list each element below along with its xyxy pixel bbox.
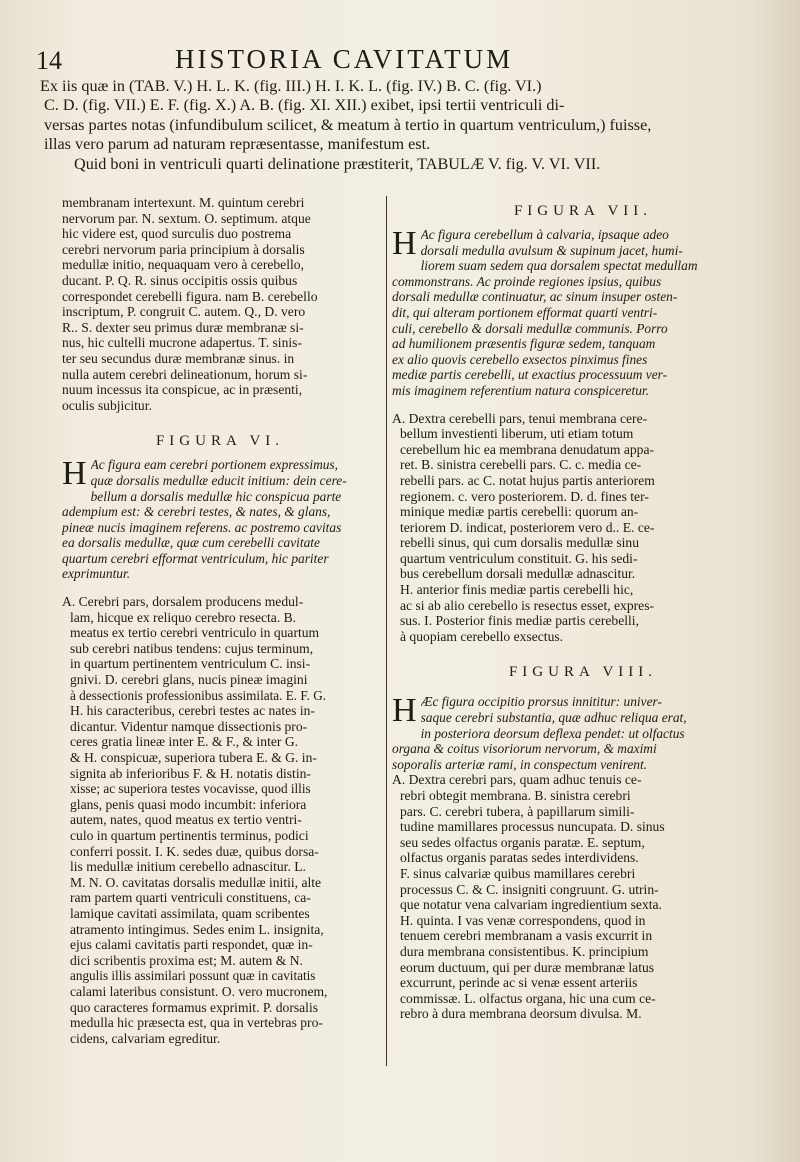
text-line: H. his caracteribus, cerebri testes ac nates in- — [70, 703, 315, 719]
text-line: tudine mamillares processus nuncupata. D. sinus — [400, 819, 665, 835]
column-divider — [386, 196, 387, 1066]
text-line: xisse; ac superiora testes vocavisse, quod illis — [70, 781, 311, 797]
text-line: meatus ex tertio cerebri ventriculo in quartum — [70, 625, 320, 641]
figure-6-caption — [62, 457, 378, 582]
caption-line: dorsali medullæ continuatur, ac sinum insuper osten- — [392, 289, 678, 305]
text-line: nuum incessus ita conspicue, ac in præsenti, — [62, 382, 303, 398]
text-line: inscriptum, P. congruit C. autem. Q., D. vero — [62, 304, 306, 320]
text-line: A. Cerebri pars, dorsalem producens medul- — [62, 594, 304, 610]
text-line: membranam intertexunt. M. quintum cerebri — [62, 195, 305, 210]
caption-line: Ac figura eam cerebri portionem expressimus, — [90, 457, 338, 473]
intro-line: versas partes notas (infundibulum scilicet, & meatum à tertio in quartum ventriculum,) fuisse, — [44, 115, 652, 134]
text-line: commissæ. L. olfactus organa, hic una cum ce- — [400, 990, 656, 1006]
text-line: rebri obtegit membrana. B. sinistra cerebri — [400, 788, 631, 803]
figure-7-heading: FIGURA VII. — [513, 203, 653, 219]
text-line: que notatur vena calvariam ingredientium sexta. — [400, 897, 662, 913]
text-line: signita ab inferioribus F. & H. notatis distin- — [70, 765, 311, 781]
caption-line: dit, qui alteram portionem efformat quarti ventri- — [392, 304, 658, 320]
text-line: medulla hic præsecta est, qua in vertebras pro- — [70, 1015, 323, 1031]
text-line: rebro à dura membrana deorsum divulsa. M. — [400, 1006, 642, 1022]
caption-line: ea dorsalis medullæ, quæ cum cerebelli cavitate — [62, 535, 320, 551]
figure-8-heading: FIGURA VIII. — [508, 664, 658, 681]
continuation-text — [62, 195, 378, 413]
text-line: ram partem quarti ventriculi constituens, ca- — [70, 890, 311, 906]
figure-7-caption — [392, 227, 774, 399]
text-line: oculis subjicitur. — [62, 397, 152, 413]
text-line: culo in quartum pertinentis terminus, podici — [70, 827, 309, 843]
text-line: dici scribentis proxima est; M. autem & N. — [70, 952, 303, 968]
caption-line: Ac figura cerebellum à calvaria, ipsaque adeo — [420, 227, 669, 242]
text-line: H. anterior finis mediæ partis cerebelli hic, — [400, 582, 634, 598]
drop-cap: H — [392, 692, 417, 730]
caption-line: mediæ partis cerebelli, ut exactius processuum ver- — [392, 367, 668, 383]
caption-line: mis imaginem referentium natura conspiceretur. — [392, 382, 649, 398]
caption-line: quæ dorsalis medullæ educit initium: dein cere- — [90, 472, 347, 488]
text-line: & H. conspicuæ, superiora tubera E. & G. in- — [70, 750, 317, 765]
text-line: sub cerebri natibus tendens: cujus terminum, — [70, 640, 314, 656]
text-line: ducant. P. Q. R. sinus occipitis ossis quibus — [62, 272, 298, 288]
text-line: lis medullæ initium cerebello adnascitur. L. — [70, 859, 306, 875]
text-line: A. Dextra cerebri pars, quam adhuc tenuis ce- — [392, 772, 642, 788]
caption-line: quartum cerebri efformat ventriculum, hic pariter — [62, 550, 329, 566]
text-line: excurrunt, perinde ac si venæ essent arteriis — [400, 975, 638, 991]
text-line: H. quinta. I vas venæ correspondens, quod in — [400, 912, 646, 928]
text-line: cerebellum hic ea membrana denudatum appa- — [400, 441, 655, 457]
text-line: tenuem cerebri membranam a vasis excurrit in — [400, 928, 653, 944]
text-line: correspondet cerebelli figura. nam B. cerebello — [62, 288, 318, 304]
text-line: eorum ductuum, qui per duræ membranæ latus — [400, 959, 655, 975]
text-line: medullæ initio, nequaquam vero à cerebello, — [62, 257, 304, 273]
figure-7-description — [392, 411, 774, 645]
figure-6-description — [62, 594, 378, 1046]
caption-line: commonstrans. Ac proinde regiones ipsius, quibus — [392, 273, 662, 289]
text-line: quo caracteres formamus exprimit. P. dorsalis — [70, 999, 319, 1015]
text-line: in quartum pertinentem ventriculum C. insi- — [70, 656, 311, 672]
caption-line: Æc figura occipitio prorsus innititur: univer- — [420, 694, 662, 710]
text-line: calami lateribus consistunt. O. vero mucronem, — [70, 983, 328, 999]
figure-8-caption — [392, 694, 774, 772]
text-line: cerebri nervorum paria principium à dorsalis — [62, 241, 305, 257]
intro-line: illas vero parum ad naturam repræsentasse, manifestum est. — [44, 135, 431, 154]
text-line: regionem. c. vero posteriorem. D. d. fines ter- — [400, 488, 649, 504]
text-line: processus C. & C. insigniti congruunt. G. utrin- — [400, 881, 659, 897]
figure-8-description — [392, 772, 774, 1022]
text-line: atramento intingimus. Sedes enim L. insignita, — [70, 921, 324, 937]
text-line: minique mediæ partis cerebelli: quorum an- — [400, 504, 639, 520]
text-line: R.. S. dexter seu primus duræ membranæ si- — [62, 319, 304, 335]
caption-line: organa & coitus visoriorum nervorum, & maximi — [392, 741, 657, 757]
text-line: lamique cavitati assimilata, quam scribentes — [70, 905, 310, 921]
caption-line: ex alio quovis cerebello exsectos pinximus fines — [392, 351, 648, 367]
caption-line: culi, cerebello & dorsali medullæ communis. Porro — [392, 320, 668, 336]
text-line: gnivi. D. cerebri glans, nucis pineæ imagini — [70, 672, 308, 688]
intro-line: Quid boni in ventriculi quarti delinatione præstiterit, TABULÆ V. fig. V. VI. VII. — [74, 154, 601, 173]
text-line: hic videre est, quod surculis duo postrema — [62, 226, 292, 242]
text-line: à quopiam cerebello exsectus. — [400, 628, 564, 644]
text-line: lam, hicque ex reliquo cerebro resecta. B. — [70, 609, 297, 625]
text-line: ejus calami cavitatis parti respondet, quæ in- — [70, 937, 313, 953]
text-line: nulla autem cerebri delineationum, horum si- — [62, 366, 308, 382]
caption-line: dorsali medulla avulsum & supinum jacet, humi- — [420, 242, 683, 258]
drop-cap: H — [392, 225, 417, 262]
text-line: ret. B. sinistra cerebelli pars. C. c. media ce- — [400, 457, 642, 473]
running-head: HISTORIA CAVITATUM — [175, 44, 514, 74]
text-line: bellum investienti liberum, uti etiam totum — [400, 426, 634, 442]
caption-line: in posteriora deorsum deflexa pendet: ut olfactus — [420, 725, 685, 741]
text-line: bus cerebellum dorsali medullæ adnascitur. — [400, 566, 636, 582]
text-line: nus, hic cultelli mucrone adapertus. T. sinis- — [62, 335, 302, 351]
text-line: pars. C. cerebri tubera, à papillarum simili- — [400, 803, 635, 819]
text-line: A. Dextra cerebelli pars, tenui membrana cere- — [392, 410, 648, 426]
text-line: angulis illis assimilari possunt quæ in cavitatis — [70, 968, 316, 984]
caption-line: liorem suam sedem qua dorsalem spectat medullam — [420, 258, 698, 274]
text-line: dura membrana consistentibus. K. principium — [400, 943, 649, 959]
intro-line: C. D. (fig. VII.) E. F. (fig. X.) A. B. (fig. XI. XII.) exibet, ipsi tertii ventriculi di- — [44, 96, 565, 115]
text-line: rebelli pars. ac C. notat hujus partis anteriorem — [400, 472, 655, 488]
caption-line: adempium est: & cerebri testes, & nates, & glans, — [62, 504, 331, 520]
intro-paragraph — [40, 77, 780, 174]
caption-line: soporalis arteriæ rami, in conspectum venirent. — [392, 756, 648, 772]
text-line: cidens, calvariam egreditur. — [70, 1030, 221, 1046]
left-column — [62, 195, 378, 1046]
intro-line: Ex iis quæ in (TAB. V.) H. L. K. (fig. III.) H. I. K. L. (fig. IV.) B. C. (fig. VI.) — [40, 77, 542, 95]
text-line: ter seu secundus duræ membranæ sinus. in — [62, 350, 295, 366]
text-line: seu sedes olfactus organis paratæ. E. septum, — [400, 834, 645, 850]
text-line: à dessectionis professionibus assimilata. E. F. G. — [70, 687, 327, 703]
text-line: F. sinus calvariæ quibus mamillares cerebri — [400, 865, 636, 881]
caption-line: pineæ nucis imaginem referens. ac postremo cavitas — [62, 519, 342, 535]
text-line: olfactus organis paratas sedes interdividens. — [400, 850, 639, 866]
caption-line: exprimuntur. — [62, 566, 131, 582]
text-line: sus. I. Posterior finis mediæ partis cerebelli, — [400, 613, 639, 629]
caption-line: bellum a dorsalis medullæ hic conspicua parte — [90, 488, 342, 504]
text-line: M. N. O. cavitatas dorsalis medullæ initii, alte — [70, 874, 322, 890]
caption-line: ad humilionem præsentis figuræ sedem, tanquam — [392, 336, 656, 352]
drop-cap: H — [62, 455, 87, 493]
text-line: ac si ab alio cerebello is resectus esset, expres- — [400, 597, 655, 613]
text-line: quartum ventriculum constituit. G. his sedi- — [400, 550, 638, 566]
figure-6-heading: FIGURA VI. — [155, 433, 285, 450]
text-line: nervorum par. N. sextum. O. septimum. atque — [62, 210, 311, 226]
text-line: teriorem D. indicat, posteriorem vero d.. E. ce- — [400, 519, 655, 535]
caption-line: saque cerebri substantia, quæ adhuc reliqua erat, — [420, 710, 687, 726]
right-column — [392, 195, 774, 1022]
text-line: glans, penis quasi modo incumbit: inferiora — [70, 796, 307, 812]
page-number: 14 — [36, 46, 62, 75]
text-line: rebelli sinus, qui cum dorsalis medullæ sinu — [400, 535, 640, 551]
text-line: ceres gratia lineæ inter E. & F., & inter G. — [70, 734, 299, 750]
text-line: dicantur. Videntur namque dissectionis pro- — [70, 718, 308, 734]
text-line: autem, nates, quod meatus ex tertio ventri- — [70, 812, 302, 828]
text-line: conferri possit. I. K. sedes duæ, quibus dorsa- — [70, 843, 319, 859]
